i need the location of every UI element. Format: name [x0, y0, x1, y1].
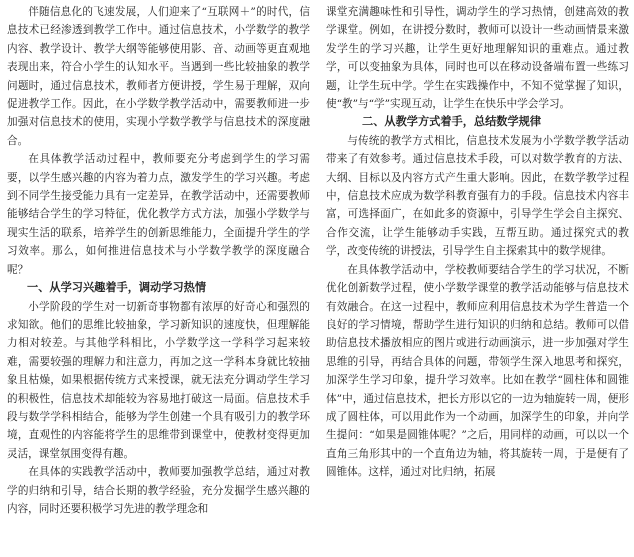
section1-paragraph-2-continued: 课堂充满趣味性和引导性，调动学生的学习热情，创建高效的教学课堂。例如，在讲授分数时，教师可以设计一些动画情景来激发学生的学习兴趣，让学生更好地理解知识的重难点。通过教学，可以变抽象为具体，同时也可以在移动设备端布置一些练习题，让学生玩中学。学生在实践操作中，不知不觉掌握了知识，使“教”与“学”实现互动，让学生在快乐中学会学习。	[326, 6, 629, 111]
right-column	[326, 3, 629, 482]
intro-paragraph-2: 在具体教学活动过程中，教师要充分考虑到学生的学习需要，以学生感兴趣的内容为着力点，激发学生的学习兴趣。考虑到不同学生接受能力具有一定差异，在教学活动中，还需要教师能够结合学生的学习特征，优化教学方式方法，加强小学数学与现实生活的联系，培养学生的创新思维能力，全面提升学生的学习效率。那么，如何推进信息技术与小学数学教学的深度融合呢？	[7, 153, 310, 276]
section-heading-1: 一、从学习兴趣着手，调动学习热情	[27, 281, 207, 295]
section1-paragraph-1: 小学阶段的学生对一切新奇事物都有浓厚的好奇心和强烈的求知欲。他们的思维比较抽象，学习新知识的速度快，但理解能力相对较差。与其他学科相比，小学数学这一学科学习起来较难，需要较强的理解力和注意力，再加之这一学科本身就比较抽象且枯燥，如果根据传统方式来授课，就无法充分调动学生学习的积极性，信息技术却能较为容易地打破这一局面。信息技术手段与数学学科相结合，能够为学生创建一个具有吸引力的教学环境，直观性的内容能将学生的思维带到课堂中，使教材变得更加灵活，课堂氛围变得有趣。	[7, 300, 310, 460]
section-heading-2: 二、从教学方式着手，总结数学规律	[362, 115, 542, 129]
section1-paragraph-2: 在具体的实践教学活动中，教师要加强教学总结，通过对教学的归纳和引导，结合长期的教学经验，充分发掘学生感兴趣的内容，同时还要积极学习先进的教学理念和	[7, 466, 310, 515]
section2-paragraph-1: 与传统的教学方式相比，信息技术发展为小学数学教学活动带来了有效参考。通过信息技术手段，可以对数学教育的方法、大纲、目标以及内容方式产生重大影响。因此，在数学教学过程中，信息技术应成为数学科教育强有力的手段。信息技术内容丰富，可选择面广，在如此多的资源中，引导学生学会自主探究、合作交流，让学生能够动手实践，互帮互助。通过探究式的教学，改变传统的讲授法，引导学生自主探索其中的数学规律。	[326, 134, 629, 258]
intro-paragraph-1: 伴随信息化的飞速发展，人们迎来了“互联网＋”的时代，信息技术已经渗透到教学工作中。通过信息技术，小学数学的教学内容、教学设计、教学大纲等能够使用影、音、动画等更直观地表现出来，符合小学生的认知水平。当遇到一些比较抽象的教学问题时，通过信息技术，教师者方便讲授，学生易于理解，双向促进教学工作。因此，在小学数学教学活动中，需要教师进一步加强对信息技术的使用，实现小学数学教学与信息技术的深度融合。	[7, 6, 310, 147]
section2-paragraph-2: 在具体教学活动中，学校教师要结合学生的学习状况，不断优化创新数学过程，使小学数学课堂的教学活动能够与信息技术有效融合。在这一过程中，教师应利用信息技术为学生普造一个良好的学习情境，帮助学生进行知识的归纳和总结。教师可以借助信息技术播放相应的图片或进行动画演示，进一步加强对学生思维的引导，再结合具体的问题，带领学生深入地思考和探究，加深学生学习印象，提升学习效率。比如在教学“圆柱体和圆锥体”中，通过信息技术，把长方形以它的一边为轴旋转一周，便形成了圆柱体，可以用此作为一个动画，加深学生的印象，并向学生提问：“如果是圆锥体呢？”之后，用同样的动画，可以以一个直角三角形其中的一个直角边为轴，将其旋转一周，于是便有了圆锥体。这样，通过对比归纳，拓展	[326, 263, 629, 479]
left-column	[7, 3, 310, 518]
